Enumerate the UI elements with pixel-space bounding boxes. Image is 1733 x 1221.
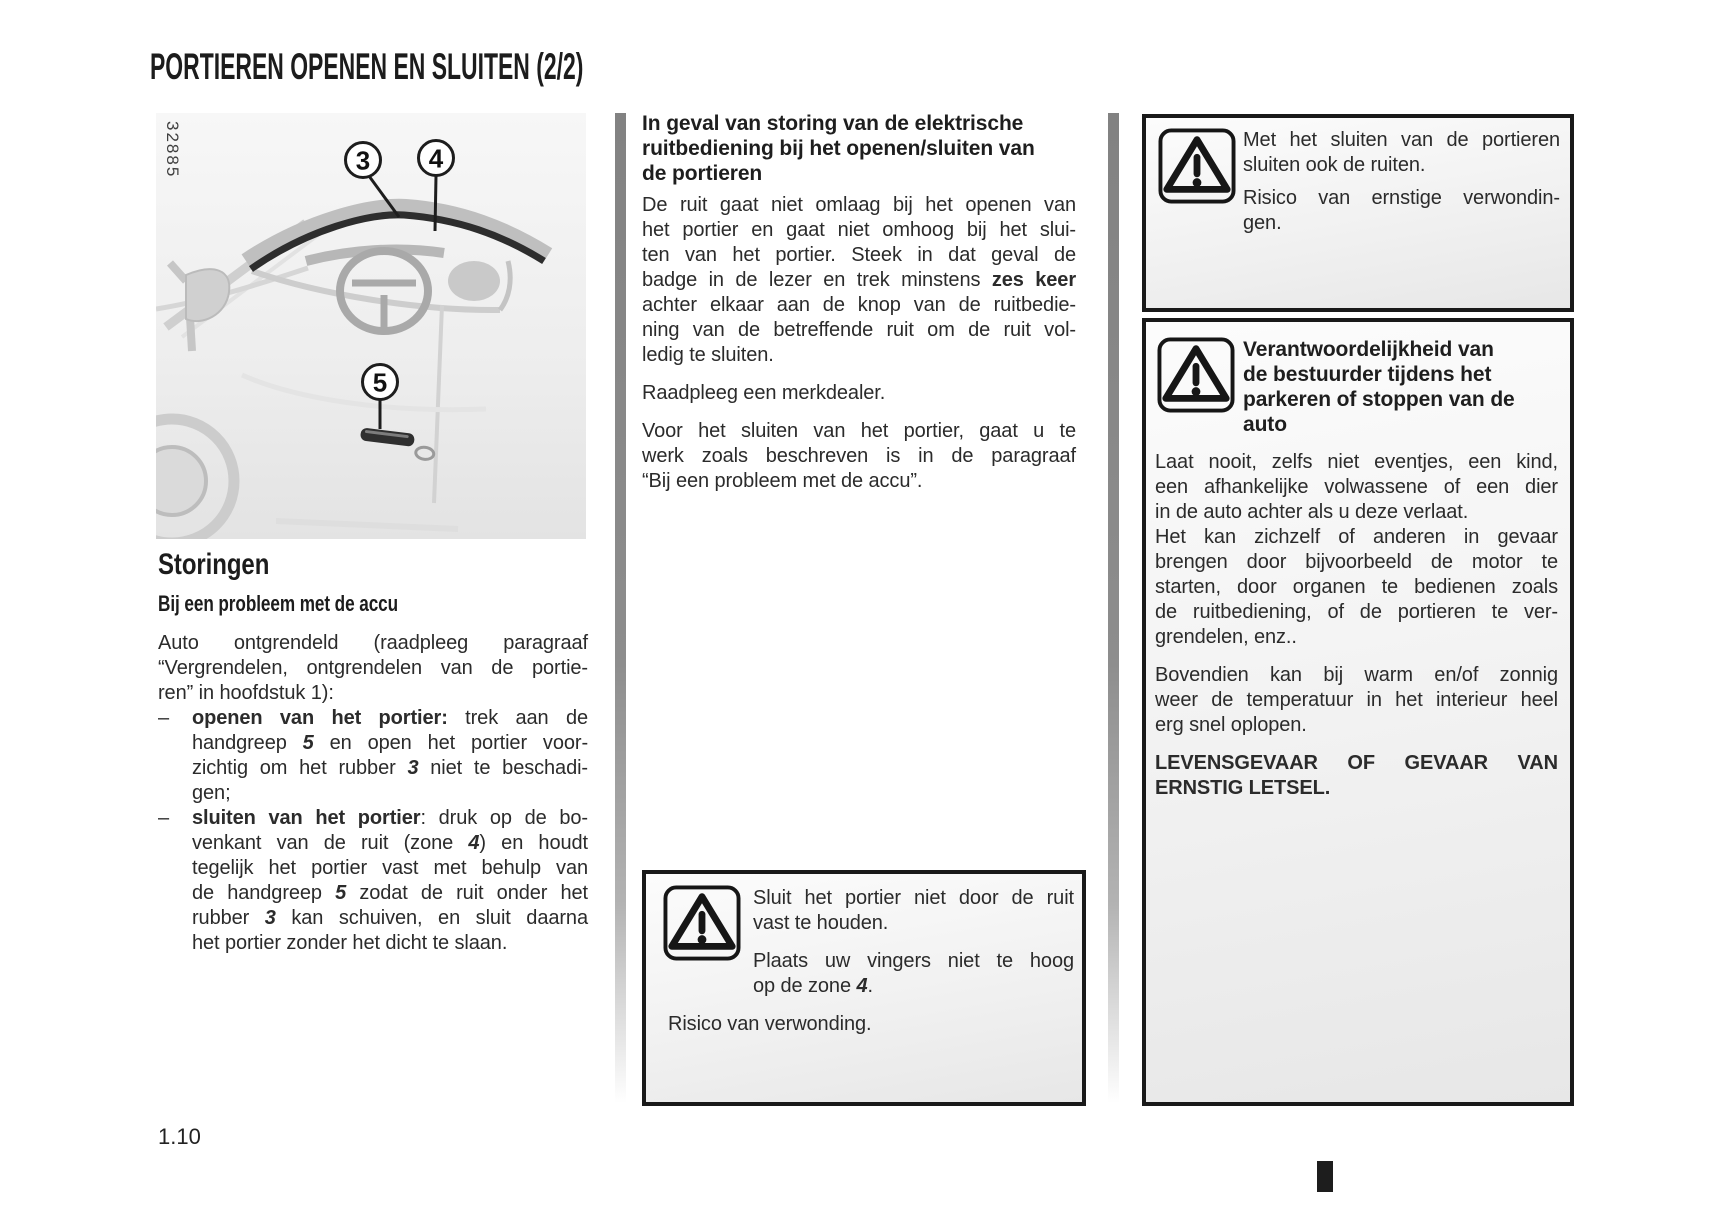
warning-triangle-icon (663, 885, 741, 968)
warning-triangle-icon (1158, 128, 1236, 211)
left-column (158, 548, 589, 956)
middle-heading: In geval van storing van de elektrische ruitbediening bij het openen/sluiten van de portieren (642, 112, 1035, 185)
column-divider-bar (615, 113, 626, 1103)
warning-box-title: Verantwoordelijkheid van de bestuurder tijdens het parkeren of stoppen van de auto (1243, 338, 1515, 436)
bullet-dash: – (158, 707, 170, 729)
warning-box-window (642, 870, 1086, 1106)
warning-box-doors-windows (1142, 114, 1574, 312)
bullet-open-door-text: openen van het portier: trek aan de handgreep 5 en open het portier voor- zichtig om het rubber 3 niet te beschadi- gen; (192, 707, 589, 804)
middle-paragraph-1: De ruit gaat niet omlaag bij het openen van het portier en gaat niet omhoog bij het slui- ten van het portier. Steek in dat geval de badge in de lezer en trek minstens zes keer achter elkaar aan de knop van de ruitbedie- ning van de betreffende ruit om de ruit vol- ledig te sluiten. (642, 194, 1077, 366)
bullet-close-door-text: sluiten van het portier: druk op de bo- venkant van de ruit (zone 4) en houdt tegelijk het portier vast met behulp van de handgreep 5 zodat de ruit onder het rubber 3 kan schuiven, en sluit daarna het portier zonder het dicht te slaan. (192, 807, 588, 954)
callout-4-label: 4 (428, 143, 444, 174)
bullet-dash: – (158, 807, 170, 829)
warning-paragraph: Plaats uw vingers niet te hoog op de zone 4. (753, 950, 1074, 997)
warning-box-driver-responsibility (1142, 318, 1574, 1106)
warning-triangle-icon (1157, 337, 1235, 420)
car-illustration (156, 113, 586, 539)
section-heading: Storingen (158, 548, 270, 581)
callout-5-label: 5 (372, 367, 388, 398)
figure-reference-number: 32885 (163, 121, 182, 179)
car-figure (156, 113, 586, 539)
warning-box-body (1155, 450, 1558, 801)
callout-3-label: 3 (355, 145, 371, 176)
warning-paragraph: Sluit het portier niet door de ruit vast te houden. (753, 887, 1074, 934)
subsection-heading: Bij een probleem met de accu (158, 591, 399, 616)
middle-paragraph-2: Raadpleeg een merkdealer. (642, 382, 886, 404)
warning-box-window-text (753, 886, 1074, 999)
bullet-open-door (158, 706, 588, 806)
warning-paragraph: Met het sluiten van de portieren sluiten ook de ruiten. (1243, 129, 1560, 176)
page-number: 1.10 (158, 1124, 201, 1149)
bullet-close-door (158, 806, 588, 956)
column-divider-bar (1108, 113, 1119, 1103)
middle-paragraph-3: Voor het sluiten van het portier, gaat u te werk zoals beschreven is in de paragraaf “Bij een probleem met de accu”. (642, 420, 1076, 492)
warning-risk-note: Risico van verwonding. (668, 1013, 872, 1035)
page-title: PORTIEREN OPENEN EN SLUITEN (2/2) (150, 46, 584, 87)
middle-column (642, 111, 1076, 494)
warning-paragraph: Bovendien kan bij warm en/of zonnig weer de temperatuur in het interieur heel erg snel oplopen. (1155, 664, 1558, 736)
warning-danger-statement: LEVENSGEVAAR OF GEVAAR VAN ERNSTIG LETSEL. (1155, 752, 1558, 799)
binding-mark (1317, 1161, 1333, 1192)
intro-paragraph: Auto ontgrendeld (raadpleeg paragraaf “Vergrendelen, ontgrendelen van de portie- ren” in hoofdstuk 1): (158, 632, 588, 704)
warning-paragraph: Risico van ernstige verwondin- gen. (1243, 187, 1560, 234)
warning-box-doors-text (1243, 128, 1560, 236)
warning-paragraph: Het kan zichzelf of anderen in gevaar brengen door bijvoorbeeld de motor te starten, door organen te bedienen zoals de ruitbediening, of de portieren te ver- grendelen, enz.. (1155, 526, 1558, 648)
warning-paragraph: Laat nooit, zelfs niet eventjes, een kind, een afhankelijke volwassene of een dier in de auto achter als u deze verlaat. (1155, 451, 1558, 523)
